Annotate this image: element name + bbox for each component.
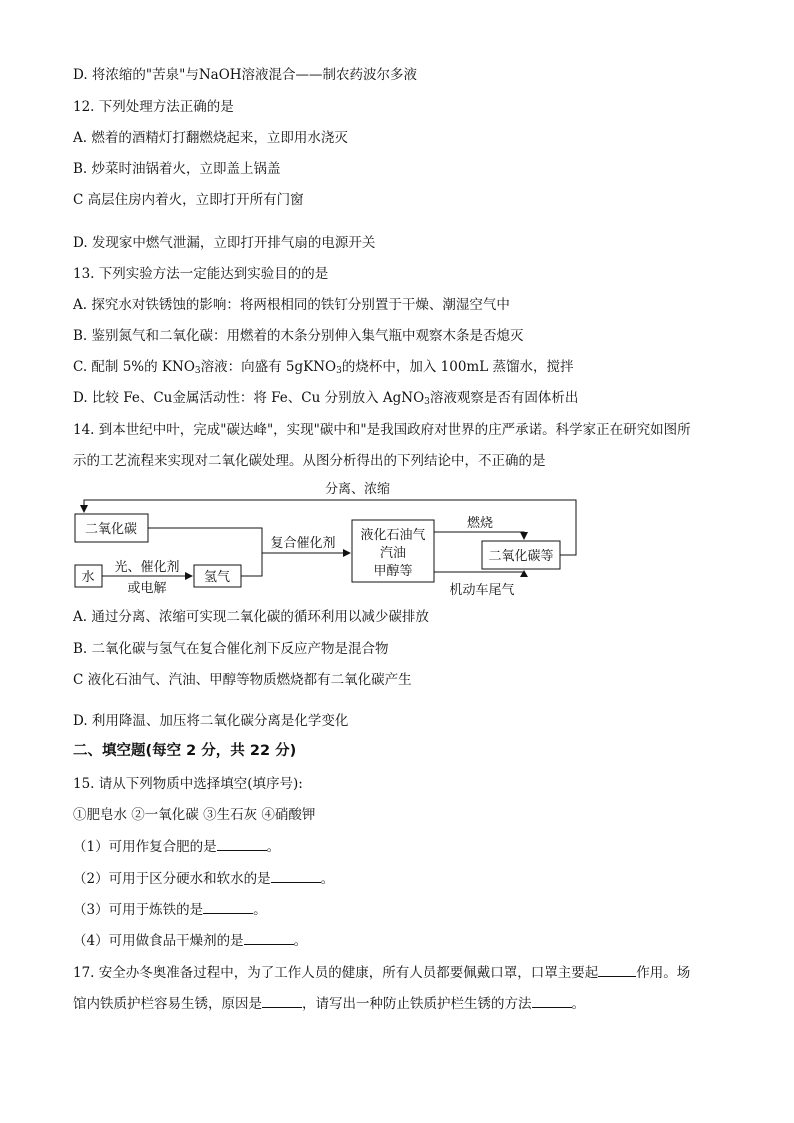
catalyst-label-1: 光、催化剂 xyxy=(114,560,180,575)
fuel-line-1: 液化石油气 xyxy=(360,528,426,543)
q12-option-d: D. 发现家中燃气泄漏，立即打开排气扇的电源开关 xyxy=(73,235,376,251)
q13-c-pre: C. 配制 5%的 KNO xyxy=(73,359,195,375)
q15-part1 xyxy=(73,837,280,856)
answer-blank[interactable] xyxy=(262,994,302,1008)
answer-blank[interactable] xyxy=(271,869,321,883)
q15-p2-end: 。 xyxy=(320,871,335,887)
answer-blank[interactable] xyxy=(217,837,267,851)
q15-part2 xyxy=(73,869,334,888)
answer-blank[interactable] xyxy=(598,963,636,977)
answer-blank[interactable] xyxy=(532,994,572,1008)
q17-l2a: 馆内铁质护栏容易生锈，原因是 xyxy=(73,996,262,1012)
q14-option-c: C 液化石油气、汽油、甲醇等物质燃烧都有二氧化碳产生 xyxy=(73,672,412,688)
exhaust-label: 机动车尾气 xyxy=(449,583,515,598)
q17-l1a: 17. 安全办冬奥准备过程中，为了工作人员的健康，所有人员都要佩戴口罩，口罩主要起 xyxy=(73,965,599,981)
top-label: 分离、浓缩 xyxy=(325,482,391,497)
q12-option-a: A. 燃着的酒精灯打翻燃烧起来，立即用水浇灭 xyxy=(73,130,348,146)
fuel-line-3: 甲醇等 xyxy=(373,564,413,579)
q13-option-b: B. 鉴别氮气和二氧化碳：用燃着的木条分别伸入集气瓶中观察木条是否熄灭 xyxy=(73,328,524,344)
q15-p3-end: 。 xyxy=(253,902,267,918)
composite-catalyst-label: 复合催化剂 xyxy=(270,536,336,551)
q13-d-sub: 3 xyxy=(424,397,430,407)
q15-p4-end: 。 xyxy=(293,933,308,949)
exhaust-arrowhead xyxy=(520,570,528,577)
water-box-label: 水 xyxy=(81,570,95,585)
q13-c-post: 的烧杯中，加入 100mL 蒸馏水，搅拌 xyxy=(341,359,574,375)
q15-options: ①肥皂水 ②一氧化碳 ③生石灰 ④硝酸钾 xyxy=(73,807,316,823)
burn-label: 燃烧 xyxy=(466,516,494,531)
q17-line1 xyxy=(73,963,690,982)
q15-p2-text: （2）可用于区分硬水和软水的是 xyxy=(73,871,271,887)
q15-stem: 15. 请从下列物质中选择填空(填序号): xyxy=(73,776,303,792)
q14-option-a: A. 通过分离、浓缩可实现二氧化碳的循环利用以减少碳排放 xyxy=(73,609,429,625)
answer-blank[interactable] xyxy=(244,931,294,945)
q15-p1-text: （1）可用作复合肥的是 xyxy=(73,839,217,855)
q15-p3-text: （3）可用于炼铁的是 xyxy=(73,902,204,918)
co2-etc-box-label: 二氧化碳等 xyxy=(488,549,554,564)
q14-stem-line2: 示的工艺流程来实现对二氧化碳处理。从图分析得出的下列结论中，不正确的是 xyxy=(73,453,546,469)
q15-p4-text: （4）可用做食品干燥剂的是 xyxy=(73,933,244,949)
q13-c-mid: 溶液：向盛有 5gKNO xyxy=(200,359,337,375)
exhaust-line xyxy=(434,571,524,572)
section2-title: 二、填空题(每空 2 分，共 22 分) xyxy=(73,743,297,759)
q15-part3 xyxy=(73,900,267,919)
q14-stem-line1: 14. 到本世纪中叶，完成"碳达峰"，实现"碳中和"是我国政府对世界的庄严承诺。科学家正在研究如图所 xyxy=(73,422,691,438)
catalyst-label-2: 或电解 xyxy=(127,581,167,596)
q12-option-b: B. 炒菜时油锅着火，立即盖上锅盖 xyxy=(73,161,281,177)
answer-blank[interactable] xyxy=(203,900,253,914)
q15-p1-end: 。 xyxy=(266,839,281,855)
q11-option-d: D. 将浓缩的"苦泉"与NaOH溶液混合——制农药波尔多液 xyxy=(73,67,418,83)
q13-c-sub: 3 xyxy=(194,366,201,376)
q17-l2c: 。 xyxy=(571,996,585,1012)
q13-stem: 13. 下列实验方法一定能达到实验目的的是 xyxy=(73,266,329,282)
q13-d-pre: D. 比较 Fe、Cu金属活动性：将 Fe、Cu 分别放入 AgNO xyxy=(73,390,425,406)
q17-line2 xyxy=(73,994,585,1013)
fuel-line-2: 汽油 xyxy=(379,546,407,561)
co2-box-label: 二氧化碳 xyxy=(84,522,138,537)
burn-arrow xyxy=(434,532,524,539)
q14-option-b: B. 二氧化碳与氢气在复合催化剂下反应产物是混合物 xyxy=(73,641,389,657)
q15-part4 xyxy=(73,931,307,950)
q13-d-post: 溶液观察是否有固体析出 xyxy=(429,390,579,406)
q17-l2b: ，请写出一种防止铁质护栏生锈的方法 xyxy=(302,996,532,1012)
q14-option-d: D. 利用降温、加压将二氧化碳分离是化学变化 xyxy=(73,713,349,729)
q12-stem: 12. 下列处理方法正确的是 xyxy=(73,99,234,115)
q17-l1b: 作用。场 xyxy=(636,965,691,981)
q12-option-c: C 高层住房内着火，立即打开所有门窗 xyxy=(73,192,304,208)
q13-option-a: A. 探究水对铁锈蚀的影响：将两根相同的铁钉分别置于干燥、潮湿空气中 xyxy=(73,297,510,313)
q13-c-sub2: 3 xyxy=(336,366,342,376)
h2-box-label: 氢气 xyxy=(203,570,231,585)
